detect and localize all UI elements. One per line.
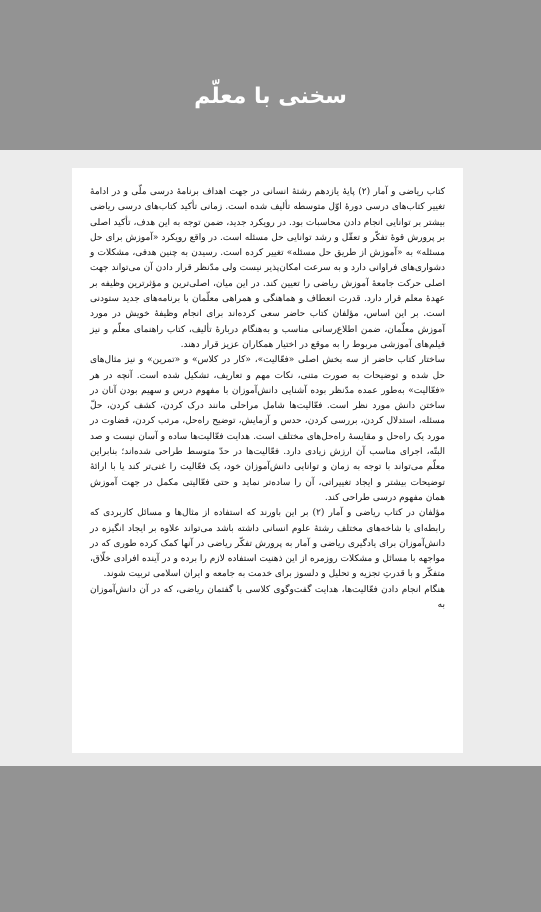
text-page — [72, 168, 463, 753]
footer-band — [0, 766, 541, 912]
paragraph-2: ساختار کتاب حاضر از سه بخش اصلی «فعّالیت»، «کار در کلاس» و «تمرین» و نیز مثال‌های حل شده و توضیحات به صورت متنی، نکات مهم و تعاریف، تشکیل شده است. آنچه در هر «فعّالیت» به‌طور عمده مدّنظر بوده آشنایی دانش‌آموزان با مفهوم درس و سهیم بودن آنان در ساختن دانش مورد نظر است. فعّالیت‌ها شامل مراحلی مانند درک کردن، کشف کردن، حلّ مسئله، استدلال کردن، بررسی کردن، حدس و آزمایش، توضیح راه‌حل، مرتب کردن، قضاوت در مورد یک راه‌حل و مقایسهٔ راه‌حل‌های مختلف است. هدایت فعّالیت‌ها ساده و آسان نیست و صد البتّه، اجرای مناسب آن ارزش زیادی دارد. فعّالیت‌ها در حدّ متوسط طراحی شده‌اند؛ بنابراین معلّم می‌تواند با توجه به زمان و توانایی دانش‌آموزان خود، یک فعّالیت را غنی‌تر کند یا با ارائهٔ توضیحات بیشتر و ایجاد تغییراتی، آن را ساده‌تر نماید و حتی فعّالیتی مکمل در جهت آموزش همان مفهوم درسی طراحی کند. — [90, 355, 445, 503]
header-band — [0, 0, 541, 150]
paragraph-4: هنگام انجام دادن فعّالیت‌ها، هدایت گفت‌وگوی کلاسی با گفتمان ریاضی، که در آن دانش‌آموزان به — [90, 584, 445, 611]
paragraph-1: کتاب ریاضی و آمار (۲) پایهٔ یازدهم رشتهٔ انسانی در جهت اهداف برنامهٔ درسی ملّی و در ادامهٔ تغییر کتاب‌های درسی دورهٔ اوّل متوسطه تألیف شده است. زمانی تأکید کتاب‌های درسی ریاضی بیشتر بر توانایی انجام دادن محاسبات بود. در رویکرد جدید، ضمن توجه به این هدف، تأکید اصلی بر پرورش قوهٔ تفکّر و تعقّل و رشد توانایی حل مسئله است. در واقع رویکرد «آموزش برای حل مسئله» به «آموزش از طریق حل مسئله» تغییر کرده است. رسیدن به چنین هدفی، مشکلات و دشواری‌های فراوانی دارد و به سرعت امکان‌پذیر نیست ولی مدّنظر قرار دادن آن می‌تواند جهت اصلی حرکت جامعهٔ آموزش ریاضی را تعیین کند. در این میان، اصلی‌ترین و مؤثرترین وظیفه بر عهدهٔ معلم قرار دارد. قدرت انعطاف و هماهنگی و همراهی معلّمان با برنامه‌های جدید ستودنی است. بر این اساس، مؤلفان کتاب حاضر سعی کرده‌اند برای انجام وظیفهٔ خویش در مورد آموزش معلّمان، ضمن اطلاع‌رسانی مناسب و به‌هنگام دربارهٔ تألیف، کتاب راهنمای معلّم و نیز فیلم‌های آموزشی مربوط را به موقع در اختیار همکاران عزیز قرار دهند. — [90, 187, 445, 350]
page-title: سخنی با معلّم — [194, 84, 347, 109]
paragraph-3: مؤلفان در کتاب ریاضی و آمار (۲) بر این باورند که استفاده از مثال‌ها و مسائل کاربردی که رابطه‌ای با شاخه‌های مختلف رشتهٔ علوم انسانی داشته باشد می‌تواند علاوه بر ایجاد انگیزه در دانش‌آموزان برای یادگیری ریاضی و آمار به پرورش تفکّر ریاضی در آنها کمک کرده طوری که در مواجهه با مسائل و مشکلات روزمره از این ذهنیت استفاده لازم را برده و در آینده افرادی خلّاق، متفکّر و با قدرتِ تجزیه و تحلیل و دلسوز برای خدمت به جامعه و ایران اسلامی تربیت شوند. — [90, 508, 446, 580]
body-text — [90, 185, 445, 613]
